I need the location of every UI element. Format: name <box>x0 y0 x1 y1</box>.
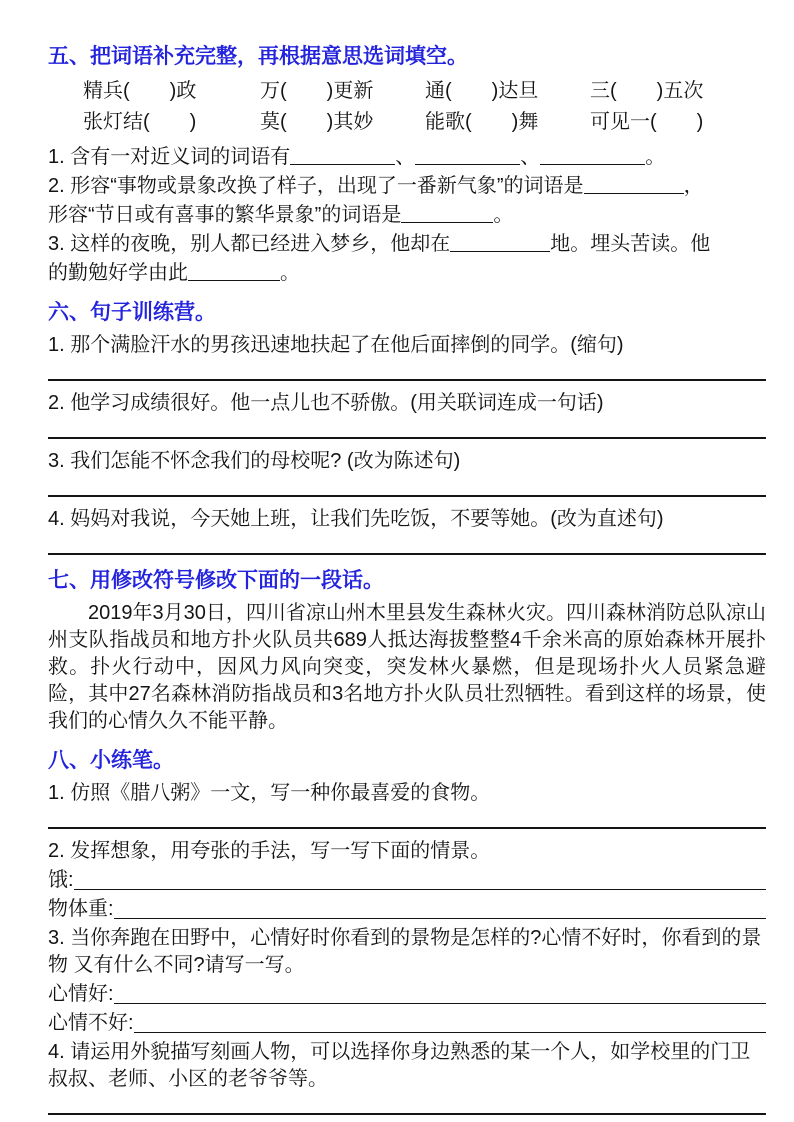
answer-line <box>48 827 766 829</box>
word-item: 三( )五次 <box>590 80 704 102</box>
word-item: 莫( )其妙 <box>260 111 374 133</box>
fill-blank <box>188 262 280 281</box>
fill-blank <box>114 1003 766 1004</box>
s5-question-2-line-2 <box>48 202 766 229</box>
s8-fill-hungry <box>48 867 766 894</box>
text-segment: 的勤勉好学由此 <box>48 262 188 284</box>
s5-question-3-line-1 <box>48 231 766 258</box>
s8-fill-good-mood <box>48 981 766 1008</box>
answer-line <box>48 1113 766 1115</box>
fill-label: 物体重: <box>48 898 114 920</box>
s8-question-3: 3. 当你奔跑在田野中，心情好时你看到的景物是怎样的?心情不好时，你看到的景物 又有什么不同?请写一写。 <box>48 927 762 976</box>
s8-fill-weight <box>48 896 766 923</box>
word-row-2 <box>83 107 766 138</box>
text-segment: 3. 这样的夜晚，别人都已经进入梦乡，他却在 <box>48 233 451 255</box>
s6-question-1: 1. 那个满脸汗水的男孩迅速地扶起了在他后面摔倒的同学。(缩句) <box>48 334 624 356</box>
text-segment: 。 <box>645 146 666 168</box>
text-segment: 地。埋头苦读。他 <box>550 233 711 255</box>
text-segment: ， <box>683 175 704 197</box>
fill-label: 心情好: <box>48 983 114 1005</box>
section-8-heading: 八、小练笔。 <box>48 749 174 772</box>
s8-question-4: 4. 请运用外貌描写刻画人物，可以选择你身边熟悉的某一个人，如学校里的门卫叔叔、老师、小区的老爷爷等。 <box>48 1041 751 1090</box>
word-grid <box>83 76 766 138</box>
s8-question-2: 2. 发挥想象，用夸张的手法，写一写下面的情景。 <box>48 840 491 862</box>
fill-blank <box>134 1032 766 1033</box>
section-paragraph-editing <box>48 568 766 735</box>
text-segment: 。 <box>493 204 514 226</box>
text-segment: 。 <box>280 262 300 284</box>
text-segment: 、 <box>520 146 541 168</box>
editing-paragraph: 2019年3月30日，四川省凉山州木里县发生森林火灾。四川森林消防总队凉山州支队指战员和地方扑火队员共689人抵达海拔整整4千余米高的原始森林开展扑救。扑火行动中，因风力风向突变，突发林火暴燃，但是现场扑火人员紧急避险，其中27名森林消防指战员和3名地方扑火队员壮烈牺牲。看到这样的场景，使我们的心情久久不能平静。 <box>48 602 766 732</box>
answer-line <box>48 437 766 439</box>
word-item: 能歌( )舞 <box>425 111 539 133</box>
answer-line <box>48 495 766 497</box>
section-writing-practice <box>48 748 766 1115</box>
fill-blank <box>584 175 684 194</box>
fill-blank <box>114 918 766 919</box>
word-item: 张灯结( ) <box>83 111 197 133</box>
text-segment: 2. 形容“事物或景象改换了样子，出现了一番新气象”的词语是 <box>48 175 584 197</box>
word-item: 精兵( )政 <box>83 80 197 102</box>
section-word-completion <box>48 44 766 287</box>
text-segment: 形容“节日或有喜事的繁华景象”的词语是 <box>48 204 402 226</box>
section-5-heading: 五、把词语补充完整，再根据意思选词填空。 <box>48 45 468 68</box>
fill-blank <box>540 146 645 165</box>
section-6-heading: 六、句子训练营。 <box>48 301 216 324</box>
s8-fill-bad-mood <box>48 1010 766 1037</box>
s5-question-1 <box>48 144 766 171</box>
fill-label: 心情不好: <box>48 1012 134 1034</box>
text-segment: 1. 含有一对近义词的词语有 <box>48 146 291 168</box>
s6-question-3: 3. 我们怎能不怀念我们的母校呢? (改为陈述句) <box>48 450 461 472</box>
answer-line <box>48 379 766 381</box>
word-item: 万( )更新 <box>260 80 374 102</box>
text-segment: 、 <box>395 146 416 168</box>
word-row-1 <box>83 76 766 107</box>
s6-question-2: 2. 他学习成绩很好。他一点儿也不骄傲。(用关联词连成一句话) <box>48 392 604 414</box>
word-item: 通( )达旦 <box>425 80 539 102</box>
fill-blank <box>290 146 395 165</box>
s8-question-1: 1. 仿照《腊八粥》一文，写一种你最喜爱的食物。 <box>48 782 491 804</box>
fill-blank <box>450 233 550 252</box>
answer-line <box>48 553 766 555</box>
word-item: 可见一( ) <box>590 111 704 133</box>
s5-question-3-line-2 <box>48 260 766 287</box>
fill-blank <box>401 204 493 223</box>
s5-question-2-line-1 <box>48 173 766 200</box>
s6-question-4: 4. 妈妈对我说，今天她上班，让我们先吃饭，不要等她。(改为直述句) <box>48 508 664 530</box>
fill-blank <box>415 146 520 165</box>
fill-blank <box>74 889 766 890</box>
section-sentence-training <box>48 300 766 555</box>
fill-label: 饿: <box>48 869 74 891</box>
section-7-heading: 七、用修改符号修改下面的一段话。 <box>48 569 384 592</box>
